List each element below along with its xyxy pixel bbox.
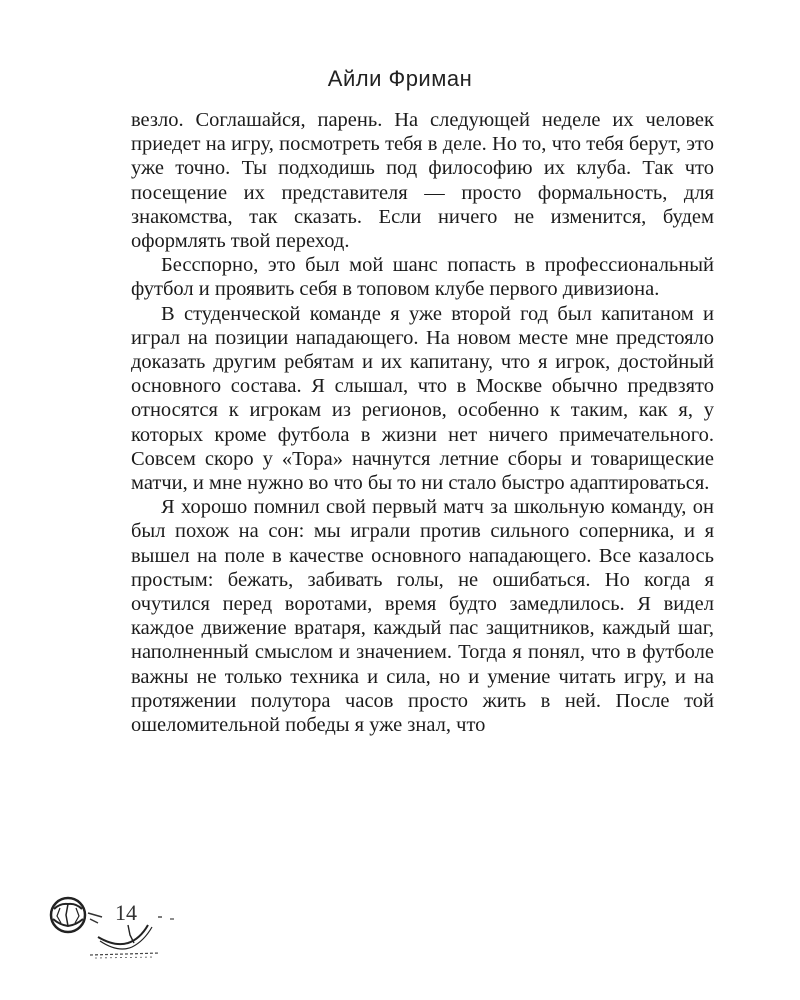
page-number: 14 [115, 900, 137, 925]
running-header-author: Айли Фриман [327, 66, 473, 91]
paragraph: В студенческой команде я уже второй год был капитаном и играл на позиции нападающего. На новом месте мне предстояло доказать другим ребятам и их капитану, что я игрок, достойный основного состава. Я слышал, что в Москве обычно предвзято относятся к игрокам из регионов, особенно к таким, как я, у которых кроме футбола в жизни нет ничего примечательного. Совсем скоро у «Тора» начнутся летние сборы и товарищеские матчи, и мне нужно во что бы то ни стало быстро адаптироваться. [131, 302, 714, 495]
paragraph: Я хорошо помнил свой первый матч за школьную команду, он был похож на сон: мы играли против сильного соперника, и я вышел на поле в качестве основного нападающего. Все казалось простым: бежать, забивать голы, не ошибаться. Но когда я очутился перед воротами, время будто замедлилось. Я видел каждое движение вратаря, каждый пас защитников, каждый шаг, наполненный смыслом и значением. Тогда я понял, что в футболе важны не только техника и сила, но и умение читать игру, и на протяжении полутора часов просто жить в ней. После той ошеломительной победы я уже знал, что [131, 496, 714, 737]
paragraph: Бесспорно, это был мой шанс попасть в профессиональный футбол и проявить себя в топовом клубе первого дивизиона. [131, 254, 714, 301]
body-text [131, 108, 714, 737]
paragraph: везло. Соглашайся, парень. На следующей неделе их человек приедет на игру, посмотреть тебя в деле. Но то, что тебя берут, это уже точно. Ты подходишь под философию их клуба. Так что посещение их представителя — просто формальность, для знакомства, так сказать. Если ничего не изменится, будем оформлять твой переход. [131, 109, 714, 253]
